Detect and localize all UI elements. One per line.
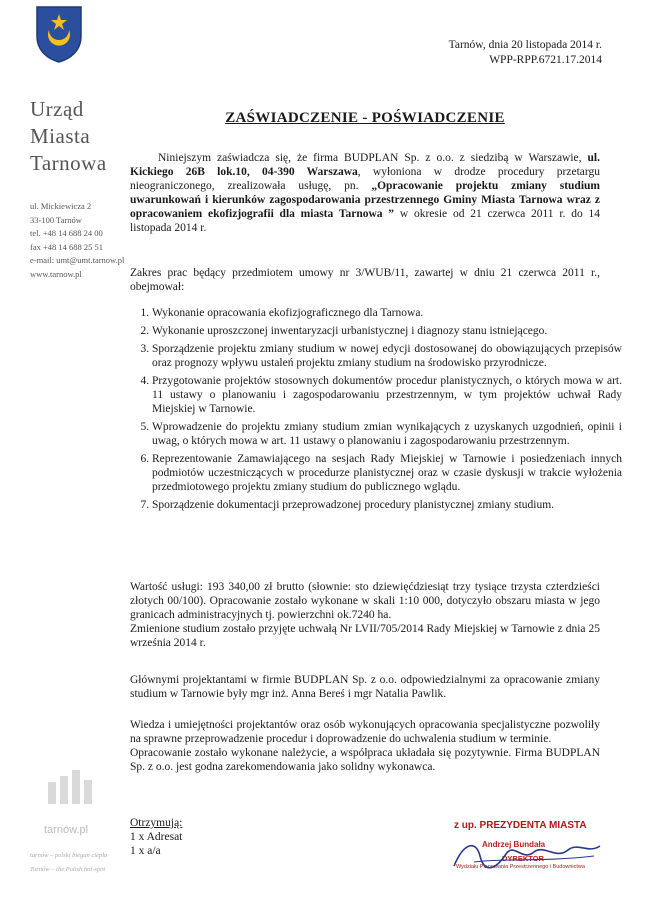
intro-text: , wyłoniona w drodze procedury przetargu nieograniczonego, zrealizowała usługę, pn. — [130, 166, 600, 192]
signature-stamp — [436, 820, 616, 884]
footer-slogan-pl: tarnów – polski biegun ciepła — [30, 852, 108, 859]
document-date: Tarnów, dnia 20 listopada 2014 r. — [448, 39, 602, 51]
recipients-block — [130, 816, 182, 858]
contact-info — [30, 200, 135, 281]
stamp-department: Wydziału Planowania Przestrzennego i Budownictwa — [456, 864, 585, 870]
office-name — [30, 96, 140, 177]
paragraph-value — [130, 580, 600, 650]
project-name: „Opracowanie projektu zmiany studium uwarunkowań i kierunków zagospodarowania przestrzennego Gminy Miasta Tarnowa wraz z opracowaniem ekofizjografii dla miasta Tarnowa ” — [130, 180, 600, 220]
paragraph-recommendation — [130, 718, 600, 774]
contact-website: www.tarnow.pl — [30, 268, 82, 279]
knowledge-text: Wiedza i umiejętności projektantów oraz osób wykonujących opracowania specjalistyczne pozwoliły na sprawne przeprowadzenie procedur i doprowadzenie do uchwalenia studium w terminie. — [130, 719, 600, 745]
contact-email: e-mail: umt@umt.tarnow.pl — [30, 255, 125, 265]
intro-text: Niniejszym zaświadcza się, że firma BUDPLAN Sp. z o.o. z siedzibą w Warszawie, — [158, 152, 588, 164]
contact-address: ul. Mickiewicza 2 — [30, 201, 92, 211]
document-reference: WPP-RPP.6721.17.2014 — [489, 54, 602, 66]
recipients-title: Otrzymują: — [130, 817, 183, 829]
footer-city-logo — [44, 768, 98, 808]
resolution-text: Zmienione studium zostało przyjęte uchwałą Nr LVII/705/2014 Rady Miejskiej w Tarnowie z dnia 25 września 2014 r. — [130, 623, 600, 649]
office-name-line: Tarnowa — [30, 151, 107, 175]
signatory-name: Andrzej Bundała — [482, 840, 546, 849]
document-header — [449, 38, 602, 68]
document-title: ZAŚWIADCZENIE - POŚWIADCZENIE — [225, 110, 505, 126]
scope-item: 4. Przygotowanie projektów stosownych dokumentów procedur planistycznych, o których mowa w art. 11 ustawy o planowaniu i zagospodarowaniu przestrzennym, w tym projektów uchwał Rady Miejskiej w Tarnowie. — [152, 374, 622, 416]
contact-phone: tel. +48 14 688 24 00 — [30, 228, 103, 238]
company-address: ul. Kickiego 26B lok.10, 04-390 Warszawa — [130, 152, 600, 178]
office-name-line: Urząd — [30, 97, 84, 121]
scope-list — [130, 306, 622, 516]
stamp-authority: z up. PREZYDENTA MIASTA — [454, 820, 587, 831]
intro-text: w okresie od 21 czerwca 2011 r. do 14 listopada 2014 r. — [130, 208, 600, 234]
contact-fax: fax +48 14 688 25 51 — [30, 241, 104, 252]
paragraph-intro — [130, 151, 600, 235]
footer-logo-text: tarnów.pl — [44, 824, 89, 836]
city-crest-logo — [34, 4, 84, 64]
service-value-text: Wartość usługi: 193 340,00 zł brutto (słownie: sto dziewięćdziesiąt trzy tysiące trzysta czterdzieści złotych 00/100). Opracowanie zostało wykonane w skali 1:10 000, dotyczyło obszaru miasta w jego granicach administracyjnych tj. powierzchni ok.7240 ha. — [130, 581, 600, 621]
footer-slogan-en: Tarnów – the Polish hot-spot — [30, 866, 106, 873]
scope-item: 6. Reprezentowanie Zamawiającego na sesjach Rady Miejskiej w Tarnowie i posiedzeniach innych podmiotów uczestniczących w procedurze planistycznej oraz w czasie dyskusji w trakcie wyłożenia przedmiotowego projektu zmiany studium do publicznego wglądu. — [152, 452, 622, 494]
contact-postal: 33-100 Tarnów — [30, 214, 82, 225]
scope-item: 2. Wykonanie uproszczonej inwentaryzacji urbanistycznej i diagnozy stanu istniejącego. — [152, 324, 622, 338]
scope-item: 7. Sporządzenie dokumentacji przeprowadzonej procedury planistycznej zmiany studium. — [152, 498, 622, 512]
scope-item: 5. Wprowadzenie do projektu zmiany studium zmian wynikających z uzyskanych uzgodnień, opinii i uwag, o których mowa w art. 11 ustawy o planowaniu i zagospodarowaniu przestrzennym. — [152, 420, 622, 448]
recipient-item: 1 x a/a — [130, 845, 161, 857]
recommendation-text: Opracowanie zostało wykonane należycie, a współpraca układała się pozytywnie. Firma BUDPLAN Sp. z o.o. jest godna zarekomendowania jako solidny wykonawca. — [130, 747, 600, 773]
paragraph-scope-intro: Zakres prac będący przedmiotem umowy nr 3/WUB/11, zawartej w dniu 21 czerwca 2011 r., obejmował: — [130, 267, 600, 293]
scope-item: 3. Sporządzenie projektu zmiany studium w nowej edycji dostosowanej do obowiązujących przepisów oraz prognozy wpływu ustaleń projektu zmiany studium na środowisko przyrodnicze. — [152, 342, 622, 370]
handwritten-signature — [444, 832, 604, 876]
scope-item: 1. Wykonanie opracowania ekofizjograficznego dla Tarnowa. — [152, 306, 622, 320]
office-name-line: Miasta — [30, 124, 91, 148]
paragraph-designers: Głównymi projektantami w firmie BUDPLAN Sp. z o.o. odpowiedzialnymi za opracowanie zmiany studium w Tarnowie były mgr inż. Anna Bereś i mgr Natalia Pawlik. — [130, 674, 600, 700]
stamp-position: DYREKTOR — [502, 854, 544, 863]
recipient-item: 1 x Adresat — [130, 831, 183, 843]
